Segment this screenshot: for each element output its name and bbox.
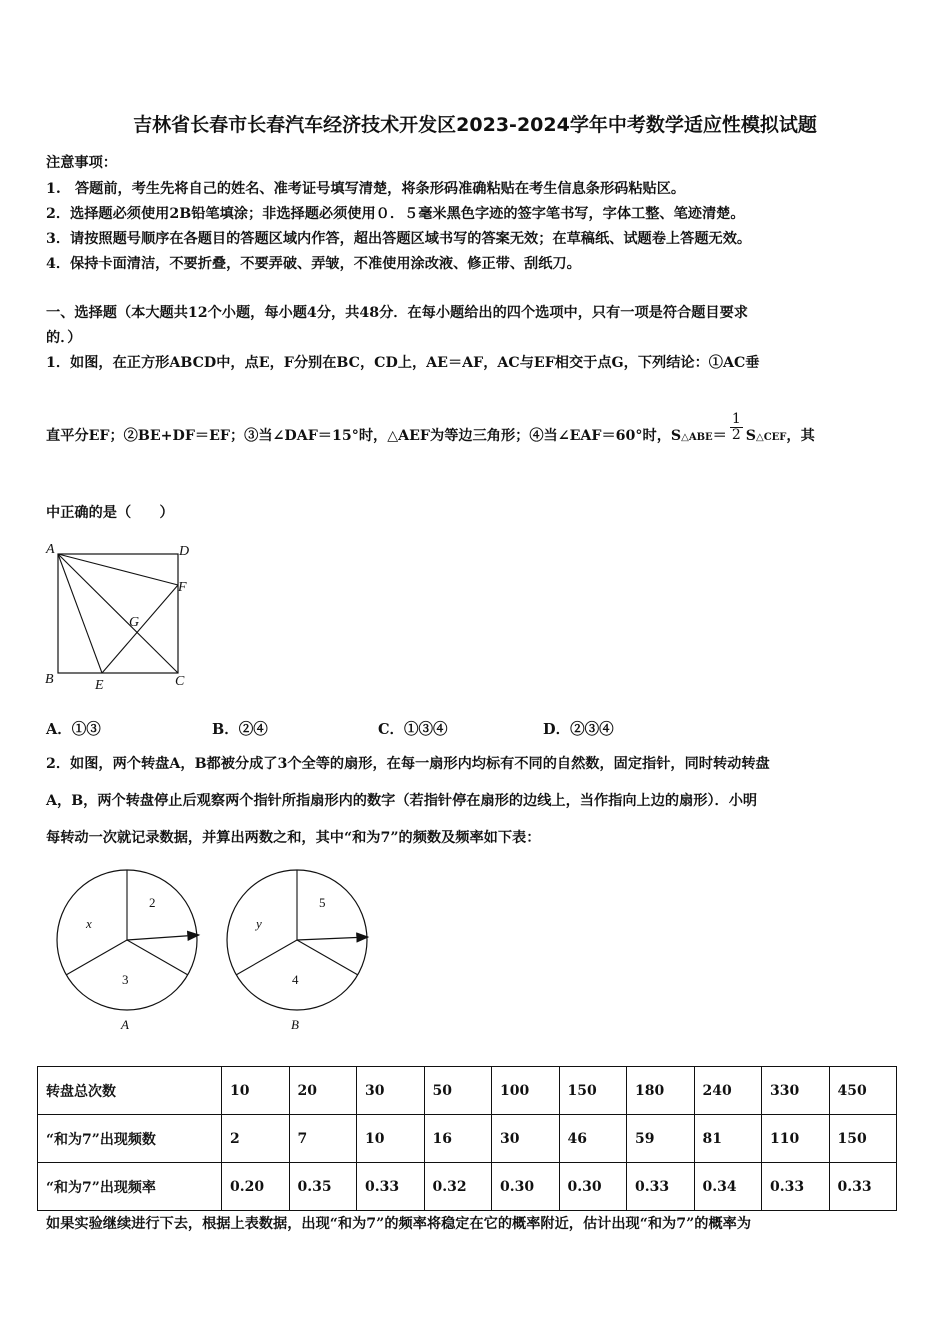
table-cell: 180 bbox=[627, 1067, 695, 1115]
q1-fraction bbox=[730, 412, 743, 444]
table-cell: 16 bbox=[424, 1115, 492, 1163]
label-b: B bbox=[45, 672, 54, 687]
q1-option-a: A．①③ bbox=[46, 721, 101, 738]
table-cell: 110 bbox=[762, 1115, 830, 1163]
spinner-b-sector-2: y bbox=[256, 916, 262, 931]
q1-option-c: C．①③④ bbox=[378, 721, 448, 738]
q1-frac-num: 1 bbox=[731, 411, 741, 427]
spinner-a-divider-2 bbox=[66, 940, 127, 975]
label-e: E bbox=[95, 678, 104, 693]
label-d: D bbox=[179, 544, 190, 559]
segment-ae bbox=[58, 554, 102, 673]
spinner-a-pointer bbox=[127, 935, 199, 940]
table-row bbox=[38, 1115, 897, 1163]
spinner-a-sector-1: 2 bbox=[149, 895, 156, 910]
label-g: G bbox=[129, 615, 140, 630]
table-row-header: “和为7”出现频数 bbox=[38, 1115, 222, 1163]
notice-item-4: 4．保持卡面清洁，不要折叠，不要弄破、弄皱，不准使用涂改液、修正带、刮纸刀。 bbox=[46, 256, 581, 272]
table-cell: 10 bbox=[222, 1067, 290, 1115]
q1-line2 bbox=[46, 411, 815, 452]
segment-ef bbox=[102, 585, 178, 673]
table-cell: 0.30 bbox=[559, 1163, 627, 1211]
table-cell: 7 bbox=[289, 1115, 357, 1163]
notice-item-1: 1. 答题前，考生先将自己的姓名、准考证号填写清楚，将条形码准确粘贴在考生信息条形码粘贴区。 bbox=[46, 181, 686, 197]
spinner-a bbox=[57, 870, 199, 1032]
table-cell: 10 bbox=[357, 1115, 425, 1163]
square-figure bbox=[40, 536, 200, 696]
table-row bbox=[38, 1163, 897, 1211]
table-cell: 20 bbox=[289, 1067, 357, 1115]
label-a: A bbox=[46, 542, 55, 557]
table-cell: 0.30 bbox=[492, 1163, 560, 1211]
frequency-table-body bbox=[38, 1067, 897, 1211]
table-cell: 0.33 bbox=[829, 1163, 897, 1211]
table-cell: 0.35 bbox=[289, 1163, 357, 1211]
frequency-table bbox=[37, 1066, 897, 1211]
table-cell: 450 bbox=[829, 1067, 897, 1115]
spinner-b-name: B bbox=[291, 1017, 299, 1032]
section-heading-line2: 的．） bbox=[46, 330, 82, 346]
table-cell: 0.20 bbox=[222, 1163, 290, 1211]
table-cell: 0.33 bbox=[357, 1163, 425, 1211]
section-heading-line1: 一、选择题（本大题共12个小题，每小题4分，共48分．在每小题给出的四个选项中，只有一项是符合题目要求 bbox=[46, 305, 748, 321]
table-cell: 0.34 bbox=[694, 1163, 762, 1211]
q2-line2: A，B，两个转盘停止后观察两个指针所指扇形内的数字（若指针停在扇形的边线上，当作指向上边的扇形）．小明 bbox=[46, 793, 758, 809]
table-row bbox=[38, 1067, 897, 1115]
label-f: F bbox=[178, 580, 187, 595]
table-cell: 150 bbox=[829, 1115, 897, 1163]
q1-equals: ＝ bbox=[712, 427, 727, 444]
spinner-b bbox=[227, 870, 368, 1032]
q1-frac-den: 2 bbox=[731, 427, 741, 444]
spinner-b-divider-3 bbox=[297, 940, 358, 975]
table-cell: 81 bbox=[694, 1115, 762, 1163]
table-cell: 240 bbox=[694, 1067, 762, 1115]
table-cell: 0.33 bbox=[762, 1163, 830, 1211]
spinners-figure bbox=[50, 862, 390, 1042]
q1-option-d: D．②③④ bbox=[543, 721, 614, 738]
table-row-header: 转盘总次数 bbox=[38, 1067, 222, 1115]
spinner-b-divider-2 bbox=[236, 940, 297, 975]
q1-option-b: B．②④ bbox=[212, 721, 268, 738]
spinner-a-sector-3: 3 bbox=[122, 972, 129, 987]
table-row-header: “和为7”出现频率 bbox=[38, 1163, 222, 1211]
page-title: 吉林省长春市长春汽车经济技术开发区2023-2024学年中考数学适应性模拟试题 bbox=[133, 114, 817, 136]
table-cell: 150 bbox=[559, 1067, 627, 1115]
q1-line1: 1．如图，在正方形ABCD中，点E，F分别在BC，CD上，AE＝AF，AC与EF相交于点G，下列结论：①AC垂 bbox=[46, 355, 760, 371]
spinner-b-sector-3: 4 bbox=[292, 972, 299, 987]
q2-line1: 2．如图，两个转盘A，B都被分成了3个全等的扇形，在每一扇形内均标有不同的自然数，固定指针，同时转动转盘 bbox=[46, 756, 770, 772]
spinner-a-name: A bbox=[121, 1017, 129, 1032]
table-cell: 0.32 bbox=[424, 1163, 492, 1211]
table-cell: 46 bbox=[559, 1115, 627, 1163]
table-cell: 59 bbox=[627, 1115, 695, 1163]
notice-item-2: 2．选择题必须使用2B铅笔填涂；非选择题必须使用０．５毫米黑色字迹的签字笔书写，字体工整、笔迹清楚。 bbox=[46, 206, 745, 222]
q1-line2-text: 直平分EF；②BE+DF＝EF；③当∠DAF＝15°时，△AEF为等边三角形；④当∠EAF＝60°时，S bbox=[46, 427, 682, 444]
q1-sub-abe: △ABE bbox=[681, 431, 713, 443]
spinner-a-divider-3 bbox=[127, 940, 188, 975]
q1-sub-cef: △CEF bbox=[756, 431, 787, 443]
q1-s-letter: S bbox=[745, 427, 757, 444]
q1-line2-end: ，其 bbox=[786, 427, 815, 444]
label-c: C bbox=[175, 674, 185, 689]
notice-heading: 注意事项： bbox=[46, 155, 117, 171]
table-cell: 30 bbox=[357, 1067, 425, 1115]
spinner-b-pointer bbox=[297, 937, 368, 940]
segment-af bbox=[58, 554, 178, 585]
table-cell: 30 bbox=[492, 1115, 560, 1163]
table-cell: 330 bbox=[762, 1067, 830, 1115]
table-cell: 0.33 bbox=[627, 1163, 695, 1211]
spinner-a-sector-2: x bbox=[86, 916, 92, 931]
notice-item-3: 3．请按照题号顺序在各题目的答题区域内作答，超出答题区域书写的答案无效；在草稿纸、试题卷上答题无效。 bbox=[46, 231, 752, 247]
q2-last-line: 如果实验继续进行下去，根据上表数据，出现“和为7”的频率将稳定在它的概率附近，估计出现“和为7”的概率为 bbox=[46, 1216, 752, 1232]
table-cell: 2 bbox=[222, 1115, 290, 1163]
spinner-b-sector-1: 5 bbox=[319, 895, 326, 910]
q1-line3: 中正确的是（ ） bbox=[46, 505, 174, 521]
table-cell: 100 bbox=[492, 1067, 560, 1115]
q2-line3: 每转动一次就记录数据，并算出两数之和，其中“和为7”的频数及频率如下表： bbox=[46, 830, 541, 846]
table-cell: 50 bbox=[424, 1067, 492, 1115]
